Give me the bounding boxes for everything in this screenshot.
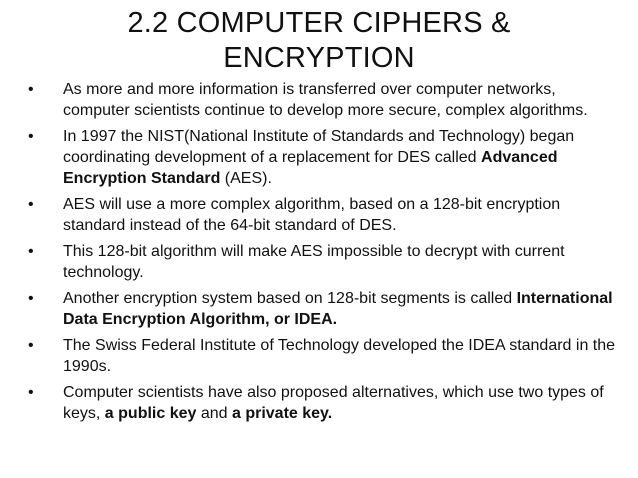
- bullet-dot-icon: •: [28, 243, 34, 260]
- bullet-text: and: [196, 405, 232, 422]
- bullet-text: As more and more information is transferred over computer networks, computer scientists continue to develop more secure, complex algorithms.: [63, 81, 588, 119]
- bullet-item: [28, 126, 626, 189]
- slide-title-line-1: 2.2 COMPUTER CIPHERS &: [127, 7, 511, 39]
- bullet-text: Another encryption system based on 128-bit segments is called: [63, 290, 517, 307]
- bullet-text: Computer scientists have also proposed alternatives, which use two types of keys,: [63, 384, 604, 422]
- bullet-item: [28, 241, 626, 283]
- bullet-bold-text: a public key: [104, 405, 197, 422]
- bullet-item: [28, 335, 626, 377]
- bullet-dot-icon: •: [28, 337, 34, 354]
- bullet-text: In 1997 the NIST(National Institute of Standards and Technology) began coordinating development of a replacement for DES called: [63, 128, 575, 166]
- bullet-dot-icon: •: [28, 81, 34, 98]
- bullet-bold-text: Advanced Encryption Standard: [63, 149, 558, 187]
- bullet-text: This 128-bit algorithm will make AES impossible to decrypt with current technology.: [63, 243, 565, 281]
- slide-title-line-2: ENCRYPTION: [223, 42, 415, 74]
- bullet-text: (AES).: [220, 170, 272, 187]
- bullet-item: [28, 194, 626, 236]
- bullet-dot-icon: •: [28, 128, 34, 145]
- bullet-dot-icon: •: [28, 384, 34, 401]
- bullet-item: [28, 79, 626, 121]
- bullet-bold-text: International Data Encryption Algorithm, or IDEA.: [63, 290, 613, 328]
- bullet-item: [28, 288, 626, 330]
- bullet-item: [28, 382, 626, 424]
- bullet-dot-icon: •: [28, 196, 34, 213]
- bullet-list: [28, 79, 626, 429]
- bullet-text: AES will use a more complex algorithm, based on a 128-bit encryption standard instead of the 64-bit standard of DES.: [63, 196, 561, 234]
- bullet-dot-icon: •: [28, 290, 34, 307]
- slide-title: [0, 6, 638, 76]
- bullet-bold-text: a private key.: [231, 405, 333, 422]
- bullet-text: The Swiss Federal Institute of Technology developed the IDEA standard in the 1990s.: [63, 337, 616, 375]
